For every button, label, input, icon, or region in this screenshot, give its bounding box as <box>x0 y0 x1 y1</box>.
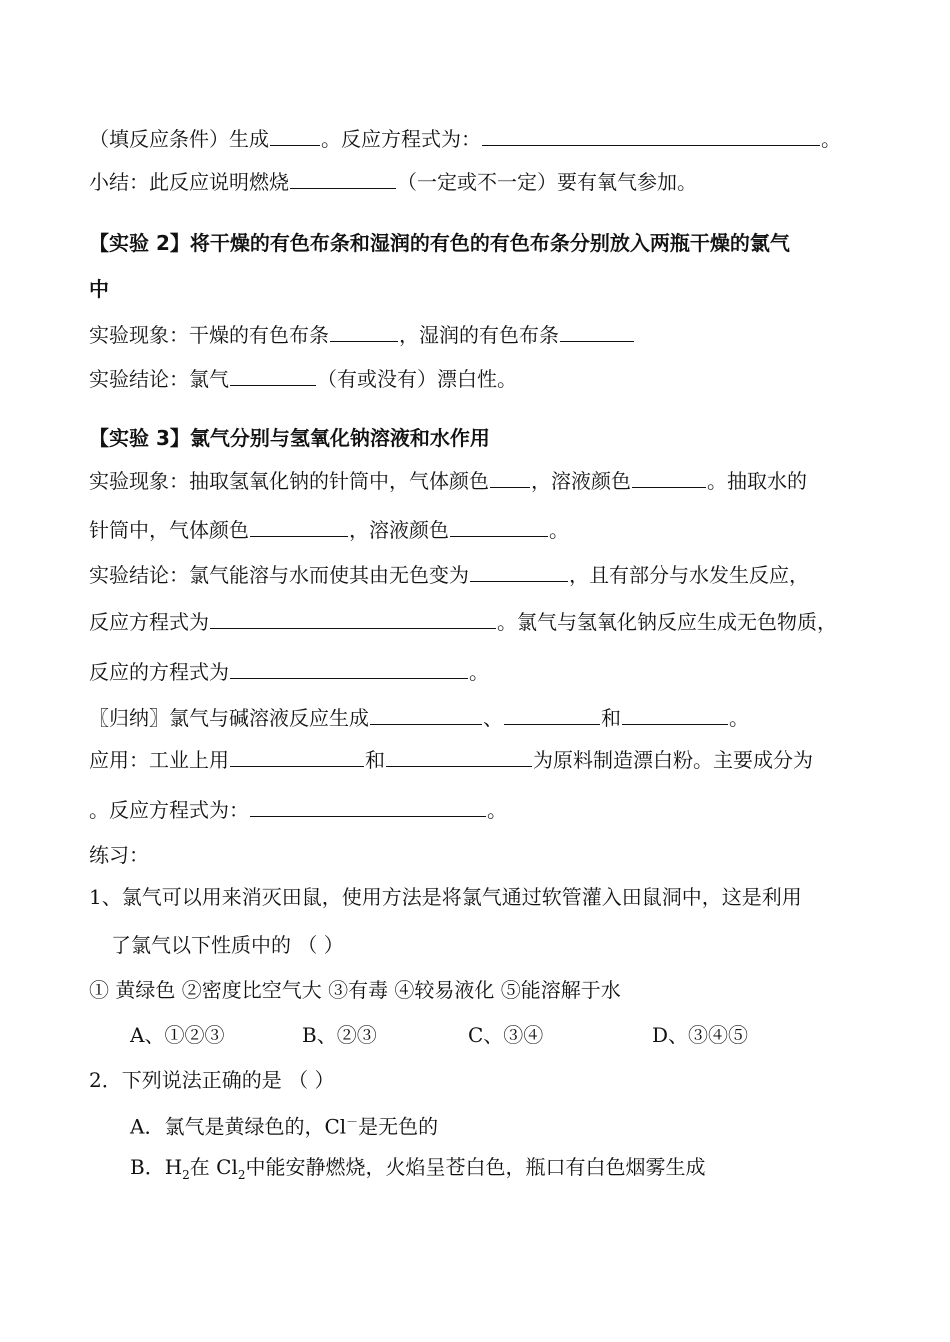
blank-naoh-gas-color[interactable] <box>490 467 530 488</box>
question-1-properties: ① 黄绿色 ②密度比空气大 ③有毒 ④较易液化 ⑤能溶解于水 <box>89 978 621 1002</box>
blank-bleach-equation[interactable] <box>250 796 486 817</box>
summary-line: 〖归纳〗氯气与碱溶液反应生成 、 和 。 <box>89 706 749 730</box>
question-2-option-a[interactable]: A．氯气是黄绿色的，Cl－是无色的 <box>130 1114 439 1139</box>
experiment-3-conclusion-1: 实验结论：氯气能溶与水而使其由无色变为 ，且有部分与水发生反应， <box>89 563 809 587</box>
blank-water-solution-color[interactable] <box>450 516 548 537</box>
blank-product-1[interactable] <box>370 704 482 725</box>
experiment-2-title-cont: 中 <box>89 277 109 301</box>
experiment-3-conclusion-2: 反应方程式为 。氯气与氢氧化钠反应生成无色物质， <box>89 610 837 634</box>
blank-dry-cloth[interactable] <box>330 321 398 342</box>
blank-raw-material-1[interactable] <box>230 746 364 767</box>
blank-combustion[interactable] <box>290 168 396 189</box>
blank-naoh-equation[interactable] <box>230 658 468 679</box>
question-2-stem: 2．下列说法正确的是 （ ） <box>89 1068 335 1092</box>
application-line-1: 应用：工业上用 和 为原料制造漂白粉。主要成分为 <box>89 748 813 772</box>
blank-product[interactable] <box>270 125 320 146</box>
question-2-option-b[interactable]: B．$H_2$在 $Cl_2$中能安静燃烧，火焰呈苍白色，瓶口有白色烟雾生成 <box>130 1155 706 1182</box>
blank-water-gas-color[interactable] <box>250 516 348 537</box>
blank-product-2[interactable] <box>504 704 600 725</box>
reaction-condition-line: （填反应条件）生成 。反应方程式为： 。 <box>89 127 841 151</box>
experiment-3-observation-2: 针筒中，气体颜色 ，溶液颜色 。 <box>89 518 569 542</box>
application-line-2: 。反应方程式为： 。 <box>89 798 507 822</box>
blank-water-equation[interactable] <box>210 608 496 629</box>
blank-naoh-solution-color[interactable] <box>632 467 706 488</box>
practice-heading: 练习： <box>89 843 149 867</box>
question-1-option-a[interactable]: A、①②③ <box>130 1023 225 1047</box>
experiment-3-title: 【实验 3】氯气分别与氢氧化钠溶液和水作用 <box>89 426 490 450</box>
experiment-2-title: 【实验 2】将干燥的有色布条和湿润的有色的有色布条分别放入两瓶干燥的氯气 <box>89 231 790 255</box>
experiment-2-conclusion: 实验结论：氯气 （有或没有）漂白性。 <box>89 367 517 391</box>
question-1-option-d[interactable]: D、③④⑤ <box>652 1023 749 1047</box>
question-1-option-b[interactable]: B、②③ <box>302 1023 377 1047</box>
blank-raw-material-2[interactable] <box>386 746 532 767</box>
experiment-3-observation-1: 实验现象：抽取氢氧化钠的针筒中，气体颜色 ，溶液颜色 。抽取水的 <box>89 469 807 493</box>
blank-water-color[interactable] <box>470 561 568 582</box>
question-1-stem-cont: 了氯气以下性质中的 （ ） <box>111 933 344 957</box>
blank-wet-cloth[interactable] <box>560 321 634 342</box>
blank-bleaching[interactable] <box>230 365 316 386</box>
question-1-stem: 1、氯气可以用来消灭田鼠，使用方法是将氯气通过软管灌入田鼠洞中，这是利用 <box>89 885 802 909</box>
summary-combustion-line: 小结：此反应说明燃烧 （一定或不一定）要有氧气参加。 <box>89 170 697 194</box>
experiment-3-conclusion-3: 反应的方程式为 。 <box>89 660 489 684</box>
blank-equation[interactable] <box>482 125 820 146</box>
question-1-option-c[interactable]: C、③④ <box>468 1023 544 1047</box>
blank-product-3[interactable] <box>622 704 728 725</box>
experiment-2-observation: 实验现象：干燥的有色布条 ，湿润的有色布条 <box>89 320 635 350</box>
